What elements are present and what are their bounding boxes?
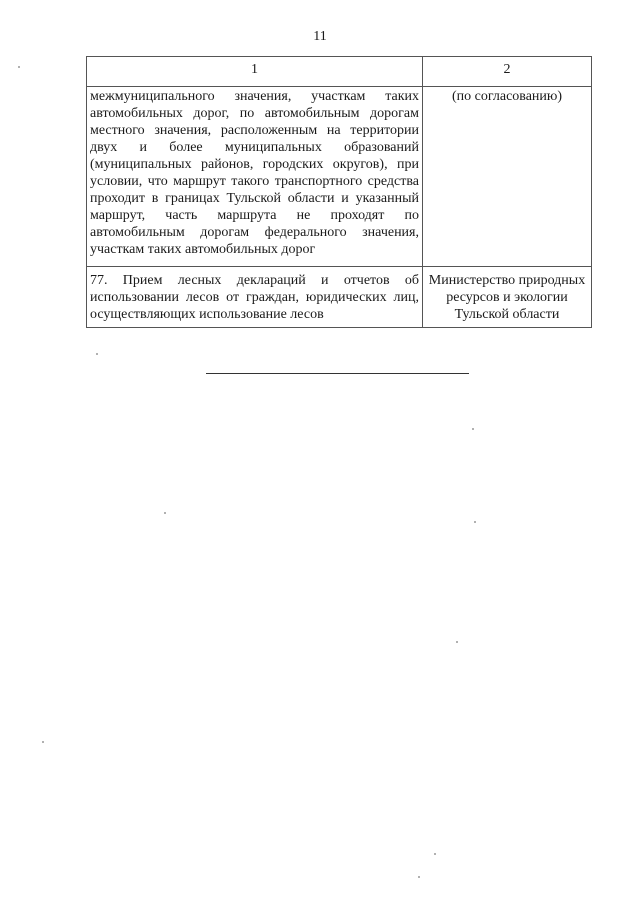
- table-row: [87, 87, 592, 267]
- scan-speck: [164, 512, 166, 514]
- page-number: 11: [313, 29, 327, 44]
- service-description-cell: межмуниципального значения, участкам таких автомобильных дорог, по автомобильным дорогам местного значения, расположенным на территории двух и более муниципальных образований (муниципальных районов, городских округов), при условии, что маршрут такого транспортного средства проходит в границах Тульской области и указанный маршрут, часть маршрута не проходят по автомобильным дорогам федерального значения, участкам таких автомобильных дорог: [87, 87, 423, 267]
- scan-speck: [474, 521, 476, 523]
- scan-speck: [96, 353, 98, 355]
- scan-speck: [418, 876, 420, 878]
- scan-speck: [472, 428, 474, 430]
- scan-speck: [456, 641, 458, 643]
- end-of-document-rule: [206, 373, 469, 374]
- responsible-body-cell: (по согласованию): [423, 87, 592, 267]
- scan-speck: [434, 853, 436, 855]
- services-table: [86, 56, 592, 328]
- table-row: [87, 267, 592, 328]
- column-header-1: 1: [87, 57, 423, 87]
- scan-speck: [18, 66, 20, 68]
- service-description-cell: 77. Прием лесных деклараций и отчетов об использовании лесов от граждан, юридических лиц, осуществляющих использование лесов: [87, 267, 423, 328]
- scan-speck: [42, 741, 44, 743]
- responsible-body-cell: Министерство природных ресурсов и экологии Тульской области: [423, 267, 592, 328]
- column-header-2: 2: [423, 57, 592, 87]
- table-header-row: [87, 57, 592, 87]
